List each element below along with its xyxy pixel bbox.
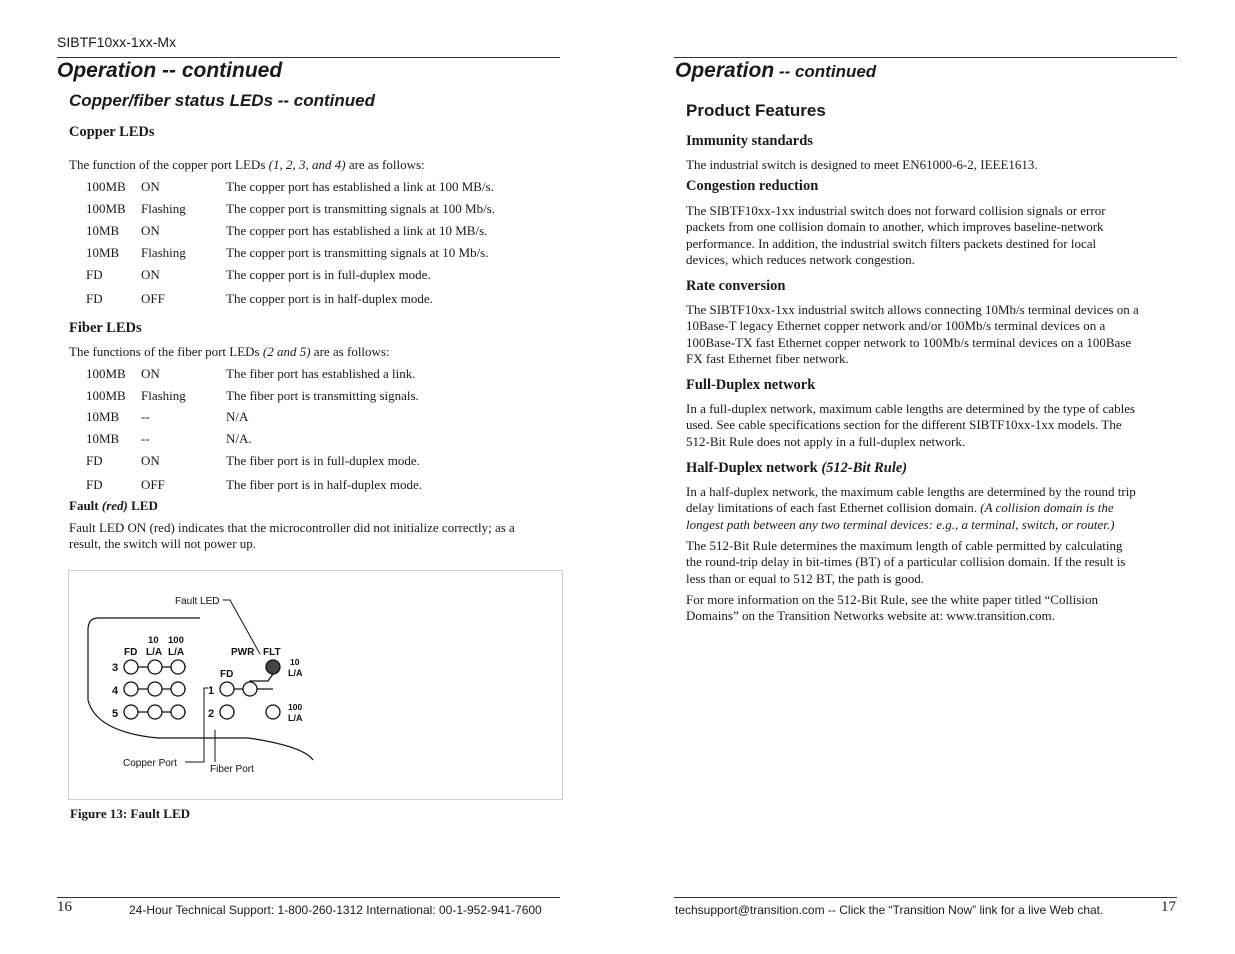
- led-desc: The fiber port is in half-duplex mode.: [226, 477, 423, 492]
- led-state: ON: [141, 179, 160, 194]
- r100-la-label: L/A: [288, 713, 303, 723]
- led-port: 10MB: [86, 409, 120, 424]
- figure-caption: Figure 13: Fault LED: [70, 806, 191, 821]
- row-3-label: 3: [112, 662, 119, 674]
- congestion-text: The SIBTF10xx-1xx industrial switch does not forward collision signals or error packets from one collision domain to another, which improves baseline-network performance. In addition, the industrial switch filters packets destined for local devices, which reduces network congestion.: [686, 203, 1106, 267]
- led-circle: [220, 705, 234, 719]
- fault-led-label: Fault LED: [175, 596, 220, 607]
- led-desc: The copper port is transmitting signals at 10 Mb/s.: [226, 245, 489, 260]
- led-state: Flashing: [141, 245, 186, 260]
- led-circle: [148, 705, 162, 719]
- led-desc: The fiber port has established a link.: [226, 366, 416, 381]
- led-state: OFF: [141, 291, 165, 306]
- led-port: 10MB: [86, 431, 120, 446]
- col-100-label: 100: [168, 635, 184, 646]
- led-port: FD: [86, 267, 103, 282]
- immunity-heading: Immunity standards: [686, 133, 813, 149]
- r100-label: 100: [288, 702, 303, 712]
- fault-led-figure: [68, 570, 562, 799]
- num-1-label: 1: [208, 685, 215, 697]
- page-title-right: Operation -- continued: [675, 59, 877, 82]
- led-state: ON: [141, 366, 160, 381]
- fault-led-heading: Fault (red) LED: [69, 498, 158, 513]
- led-state: OFF: [141, 477, 165, 492]
- copper-port-pointer: [185, 688, 208, 762]
- led-circle: [171, 705, 185, 719]
- led-state: Flashing: [141, 388, 186, 403]
- led-circle: [220, 682, 234, 696]
- bit-rule-text: The 512-Bit Rule determines the maximum length of cable permitted by calculating the round-trip delay in bit-times (BT) of a particular collision domain. If the result is less than or equal to 512 BT, the path is good.: [686, 538, 1126, 586]
- footer-rule-right: [674, 897, 1177, 898]
- led-desc: The copper port is in half-duplex mode.: [226, 291, 433, 306]
- fault-led-lit: [266, 660, 280, 674]
- led-state: ON: [141, 267, 160, 282]
- col-fd-label: FD: [124, 647, 138, 658]
- led-circle: [171, 660, 185, 674]
- page-number-right: 17: [1161, 899, 1176, 915]
- led-port: 100MB: [86, 201, 126, 216]
- row-4-label: 4: [112, 685, 119, 697]
- led-port: 100MB: [86, 388, 126, 403]
- led-port: FD: [86, 453, 103, 468]
- led-port: 10MB: [86, 245, 120, 260]
- led-desc: The copper port is transmitting signals at 100 Mb/s.: [226, 201, 495, 216]
- led-state: ON: [141, 453, 160, 468]
- copper-leds-heading: Copper LEDs: [69, 124, 155, 140]
- fiber-leds-heading: Fiber LEDs: [69, 320, 142, 336]
- led-circle: [148, 660, 162, 674]
- running-header: SIBTF10xx-1xx-Mx: [57, 34, 177, 50]
- product-features-heading: Product Features: [686, 101, 826, 120]
- col-100-la-label: L/A: [168, 647, 185, 658]
- flt-label: FLT: [263, 647, 281, 658]
- led-circle: [124, 660, 138, 674]
- col-10-label: 10: [148, 635, 159, 646]
- led-state: --: [141, 431, 150, 446]
- led-port: 100MB: [86, 366, 126, 381]
- col-10-la-label: L/A: [146, 647, 163, 658]
- half-duplex-text: In a half-duplex network, the maximum cable lengths are determined by the round trip delay limitations of each fast Ethernet collision domain. (A collision domain is the longest path between any two terminal devices: e.g., a terminal, switch, or router.): [686, 484, 1136, 532]
- rate-heading: Rate conversion: [686, 278, 786, 294]
- fd-label-2: FD: [220, 669, 234, 680]
- led-desc: The fiber port is in full-duplex mode.: [226, 453, 420, 468]
- rate-text: The SIBTF10xx-1xx industrial switch allows connecting 10Mb/s terminal devices on a 10Base-T legacy Ethernet copper network and/or 100Mb/s terminal devices on a 100Base-TX fast Ethernet copper network to 100Mb/s terminal devices on a 100Base FX fast Ethernet fiber network.: [686, 302, 1139, 366]
- footer-right: techsupport@transition.com -- Click the “Transition Now” link for a live Web chat.: [675, 903, 1104, 917]
- led-port: FD: [86, 477, 103, 492]
- row-5-label: 5: [112, 708, 119, 720]
- footer-left: 24-Hour Technical Support: 1-800-260-1312 International: 00-1-952-941-7600: [129, 903, 542, 917]
- led-desc: The copper port is in full-duplex mode.: [226, 267, 431, 282]
- fiber-intro: The functions of the fiber port LEDs (2 and 5) are as follows:: [69, 344, 390, 359]
- copper-port-label: Copper Port: [123, 758, 177, 769]
- full-duplex-text: In a full-duplex network, maximum cable lengths are determined by the type of cables used. See cable specifications section for the different SIBTF10xx-1xx models. The 512-Bit Rule does not apply in a full-duplex network.: [686, 401, 1136, 449]
- fault-led-text-2: result, the switch will not power up.: [69, 536, 257, 551]
- section-subtitle: Copper/fiber status LEDs -- continued: [69, 91, 376, 110]
- fault-led-pointer: [223, 600, 260, 654]
- num-2-label: 2: [208, 708, 215, 720]
- page-title-left: Operation -- continued: [57, 59, 283, 82]
- led-circle: [148, 682, 162, 696]
- led-desc: N/A: [226, 409, 249, 424]
- led-desc: The copper port has established a link at 10 MB/s.: [226, 223, 488, 238]
- r10-la-label: L/A: [288, 668, 303, 678]
- led-circle: [124, 705, 138, 719]
- copper-intro: The function of the copper port LEDs (1, 2, 3, and 4) are as follows:: [69, 157, 425, 172]
- congestion-heading: Congestion reduction: [686, 178, 819, 194]
- led-desc: The copper port has established a link at 100 MB/s.: [226, 179, 494, 194]
- led-state: --: [141, 409, 150, 424]
- page-number-left: 16: [57, 899, 72, 915]
- r10-label: 10: [290, 657, 300, 667]
- full-duplex-heading: Full-Duplex network: [686, 377, 816, 393]
- more-info-text: For more information on the 512-Bit Rule, see the white paper titled “Collision Domains” on the Transition Networks website at: www.transition.com.: [686, 592, 1098, 624]
- led-port: 10MB: [86, 223, 120, 238]
- led-circle: [266, 705, 280, 719]
- immunity-text: The industrial switch is designed to meet EN61000-6-2, IEEE1613.: [686, 157, 1038, 172]
- fiber-port-label: Fiber Port: [210, 764, 254, 775]
- half-duplex-heading: Half-Duplex network (512-Bit Rule): [686, 460, 908, 476]
- led-port: FD: [86, 291, 103, 306]
- led-desc: N/A.: [226, 431, 252, 446]
- footer-rule-left: [57, 897, 560, 898]
- fault-led-text-1: Fault LED ON (red) indicates that the microcontroller did not initialize correctly; as a: [69, 520, 515, 535]
- led-circle: [171, 682, 185, 696]
- header-rule-left: [57, 57, 560, 58]
- led-state: ON: [141, 223, 160, 238]
- pwr-label: PWR: [231, 647, 255, 658]
- led-circle: [243, 682, 257, 696]
- header-rule-right: [674, 57, 1177, 58]
- led-port: 100MB: [86, 179, 126, 194]
- led-desc: The fiber port is transmitting signals.: [226, 388, 419, 403]
- led-state: Flashing: [141, 201, 186, 216]
- led-circle: [124, 682, 138, 696]
- device-outline: [88, 618, 313, 760]
